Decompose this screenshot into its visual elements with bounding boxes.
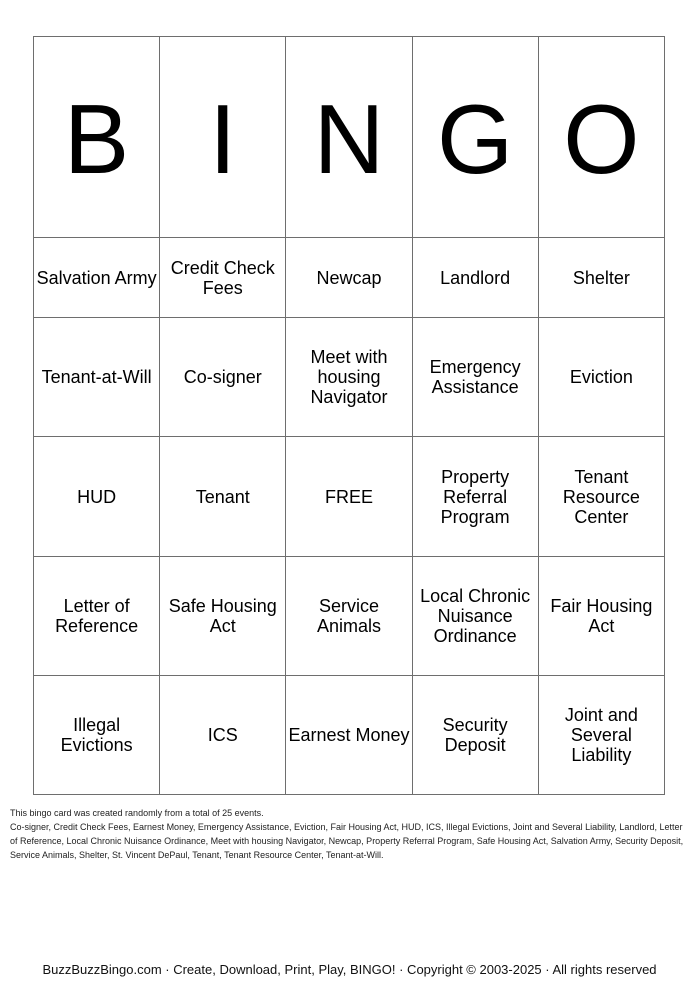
footer-copyright: BuzzBuzzBingo.com · Create, Download, Print, Play, BINGO! · Copyright © 2003-2025 · All rights reserved [42, 962, 657, 977]
events-info [10, 806, 692, 862]
card-row-3 [34, 437, 665, 556]
card-cell: Local Chronic Nuisance Ordinance [412, 556, 538, 675]
header-letter-o: O [538, 37, 664, 238]
card-cell: ICS [160, 675, 286, 794]
card-cell: Service Animals [286, 556, 412, 675]
card-cell: Meet with housing Navigator [286, 318, 412, 437]
card-cell: Eviction [538, 318, 664, 437]
events-list: Co-signer, Credit Check Fees, Earnest Money, Emergency Assistance, Eviction, Fair Housing Act, HUD, ICS, Illegal Evictions, Joint and Several Liability, Landlord, Letter of Reference, Local Chronic Nuisance Ordinance, Meet with housing Navigator, Newcap, Property Referral Program, Safe Housing Act, Salvation Army, Security Deposit, Service Animals, Shelter, St. Vincent DePaul, Tenant, Tenant Resource Center, Tenant-at-Will. [10, 822, 684, 860]
card-cell: Earnest Money [286, 675, 412, 794]
card-cell: Landlord [412, 238, 538, 318]
card-cell: Illegal Evictions [34, 675, 160, 794]
card-cell: Property Referral Program [412, 437, 538, 556]
card-cell: Shelter [538, 238, 664, 318]
events-intro: This bingo card was created randomly from a total of 25 events. [10, 808, 264, 818]
header-row [34, 37, 665, 238]
header-letter-i: I [160, 37, 286, 238]
header-letter-g: G [412, 37, 538, 238]
card-cell: Tenant Resource Center [538, 437, 664, 556]
card-cell: Safe Housing Act [160, 556, 286, 675]
card-cell: Joint and Several Liability [538, 675, 664, 794]
card-cell: Letter of Reference [34, 556, 160, 675]
card-cell: Newcap [286, 238, 412, 318]
card-cell: HUD [34, 437, 160, 556]
card-row-5 [34, 675, 665, 794]
card-cell: Tenant-at-Will [34, 318, 160, 437]
header-letter-b: B [34, 37, 160, 238]
bingo-card [33, 36, 665, 795]
card-cell: Emergency Assistance [412, 318, 538, 437]
free-space-cell: FREE [286, 437, 412, 556]
header-letter-n: N [286, 37, 412, 238]
card-row-2 [34, 318, 665, 437]
card-row-4 [34, 556, 665, 675]
card-cell: Credit Check Fees [160, 238, 286, 318]
card-cell: Security Deposit [412, 675, 538, 794]
card-cell: Fair Housing Act [538, 556, 664, 675]
card-cell: Tenant [160, 437, 286, 556]
card-cell: Salvation Army [34, 238, 160, 318]
card-cell: Co-signer [160, 318, 286, 437]
card-row-1 [34, 238, 665, 318]
